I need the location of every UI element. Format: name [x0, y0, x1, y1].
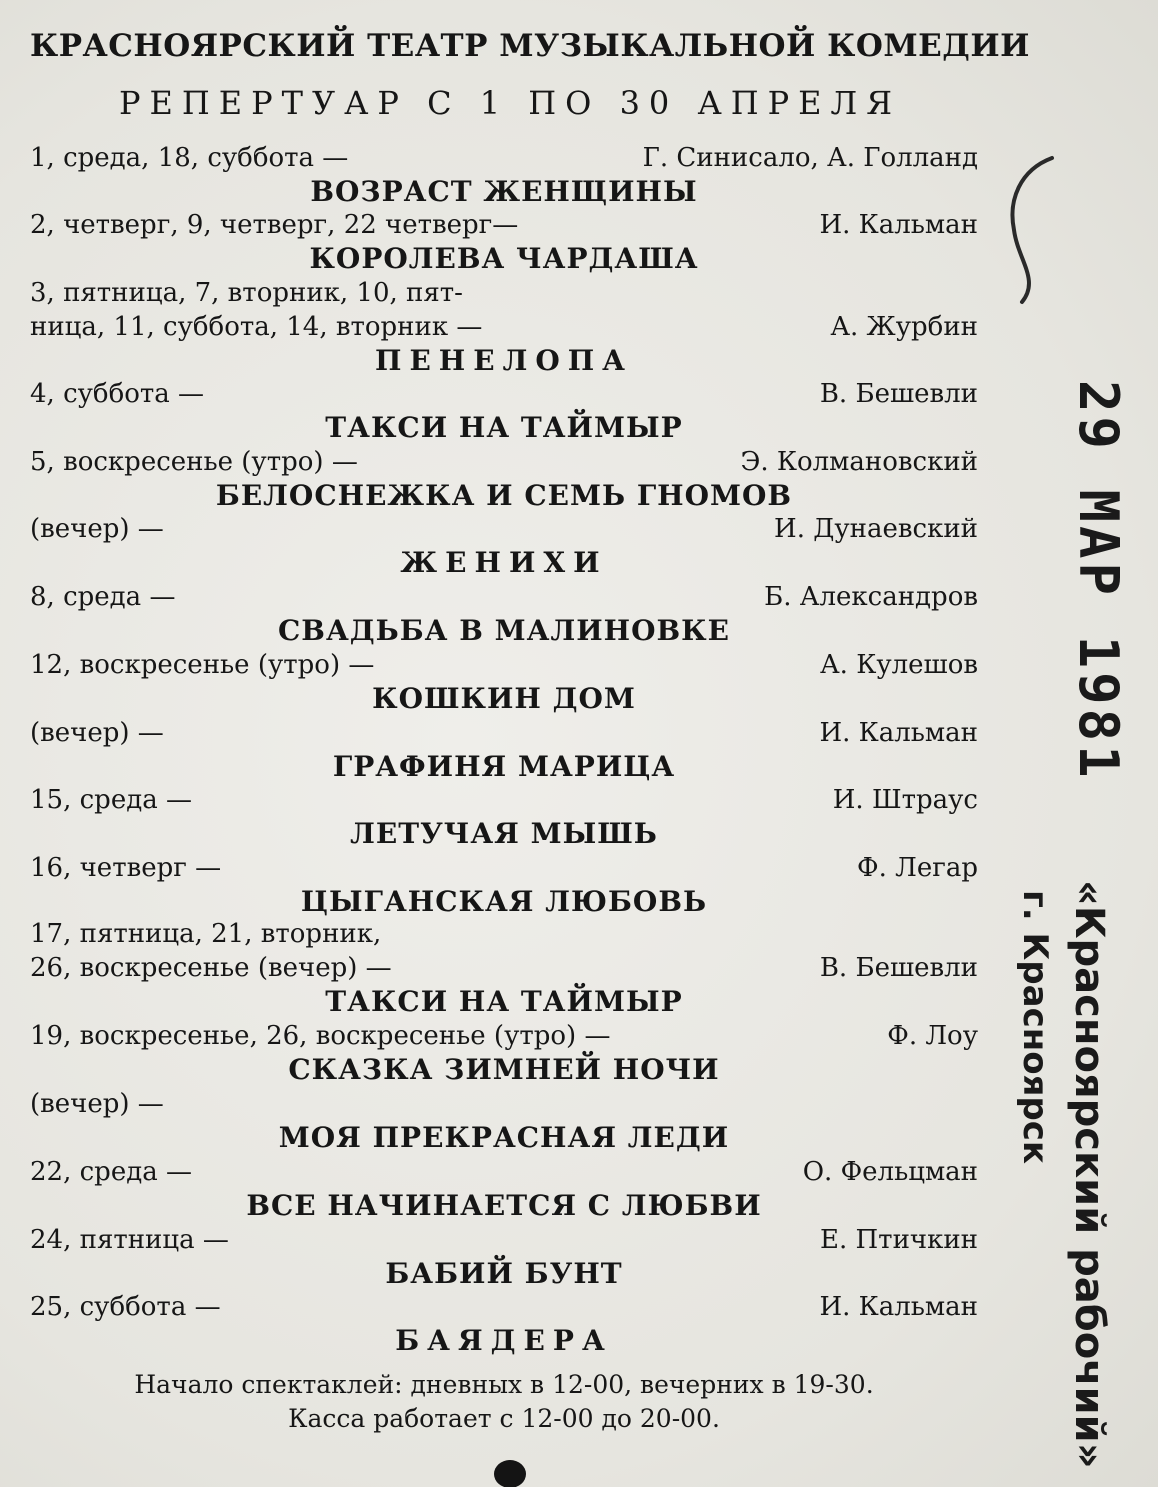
show-title: СВАДЬБА В МАЛИНОВКЕ	[278, 614, 730, 647]
performance-dates: (вечер) —	[30, 1089, 164, 1119]
show-title: КОШКИН ДОМ	[372, 682, 636, 715]
show-title: ВОЗРАСТ ЖЕНЩИНЫ	[310, 175, 698, 208]
handwritten-bracket-mark	[1000, 150, 1060, 310]
performance-dates: (вечер) —	[30, 718, 164, 748]
show-title: ТАКСИ НА ТАЙМЫР	[325, 411, 683, 444]
performance-dates: 22, среда —	[30, 1157, 192, 1187]
repertoire-subtitle: РЕПЕРТУАР С 1 ПО 30 АПРЕЛЯ	[118, 84, 902, 122]
performance-dates: 15, среда —	[30, 785, 192, 815]
show-title: ЛЕТУЧАЯ МЫШЬ	[350, 817, 658, 850]
composer-name: А. Журбин	[830, 312, 978, 342]
footer-start-times: Начало спектаклей: дневных в 12-00, вечерних в 19-30.	[134, 1370, 874, 1399]
performance-dates: 5, воскресенье (утро) —	[30, 447, 358, 477]
performance-dates: 19, воскресенье, 26, воскресенье (утро) —	[30, 1021, 611, 1051]
performance-dates: 17, пятница, 21, вторник,	[30, 919, 382, 949]
composer-name: И. Кальман	[819, 210, 978, 240]
archive-date-stamp: 29 МАР 1981	[1067, 380, 1130, 782]
performance-dates: 16, четверг —	[30, 853, 222, 883]
show-title: СКАЗКА ЗИМНЕЙ НОЧИ	[288, 1053, 720, 1086]
show-title: БАБИЙ БУНТ	[385, 1257, 623, 1290]
show-title: МОЯ ПРЕКРАСНАЯ ЛЕДИ	[278, 1121, 730, 1154]
composer-name: И. Штраус	[832, 785, 978, 815]
theatre-title: КРАСНОЯРСКИЙ ТЕАТР МУЗЫКАЛЬНОЙ КОМЕДИИ	[30, 28, 1030, 64]
performance-dates: 26, воскресенье (вечер) —	[30, 953, 392, 983]
show-title: ПЕНЕЛОПА	[375, 344, 633, 377]
composer-name: В. Бешевли	[819, 953, 978, 983]
performance-dates: 24, пятница —	[30, 1225, 229, 1255]
performance-dates: 25, суббота —	[30, 1292, 221, 1322]
newspaper-name-stamp: «Красноярский рабочий»	[1066, 880, 1112, 1469]
performance-dates: 2, четверг, 9, четверг, 22 четверг—	[30, 210, 519, 240]
composer-name: А. Кулешов	[819, 650, 978, 680]
composer-name: Б. Александров	[764, 582, 978, 612]
performance-dates: 1, среда, 18, суббота —	[30, 143, 349, 173]
show-title: ЖЕНИХИ	[400, 546, 608, 579]
performance-dates: 12, воскресенье (утро) —	[30, 650, 375, 680]
composer-name: Е. Птичкин	[820, 1225, 978, 1255]
composer-name: Ф. Лоу	[887, 1021, 978, 1051]
show-title: БЕЛОСНЕЖКА И СЕМЬ ГНОМОВ	[215, 479, 793, 512]
composer-name: Э. Колмановский	[740, 447, 978, 477]
show-title: ГРАФИНЯ МАРИЦА	[332, 750, 676, 783]
show-title: ТАКСИ НА ТАЙМЫР	[325, 985, 683, 1018]
show-title: ВСЕ НАЧИНАЕТСЯ С ЛЮБВИ	[246, 1189, 762, 1222]
footer-box-office: Касса работает с 12-00 до 20-00.	[288, 1404, 720, 1433]
composer-name: И. Дунаевский	[774, 514, 978, 544]
show-title: БАЯДЕРА	[395, 1324, 613, 1357]
performance-dates: 3, пятница, 7, вторник, 10, пят-	[30, 278, 463, 308]
show-title: КОРОЛЕВА ЧАРДАША	[309, 242, 699, 275]
performance-dates: ница, 11, суббота, 14, вторник —	[30, 312, 483, 342]
composer-name: О. Фельцман	[802, 1157, 978, 1187]
composer-name: И. Кальман	[819, 718, 978, 748]
performance-dates: 4, суббота —	[30, 379, 205, 409]
performance-dates: 8, среда —	[30, 582, 176, 612]
ink-blot-mark	[490, 1448, 530, 1487]
performance-dates: (вечер) —	[30, 514, 164, 544]
show-title: ЦЫГАНСКАЯ ЛЮБОВЬ	[300, 885, 708, 918]
composer-name: Ф. Легар	[857, 853, 978, 883]
composer-name: В. Бешевли	[819, 379, 978, 409]
city-stamp: г. Красноярск	[1015, 890, 1055, 1164]
composer-name: И. Кальман	[819, 1292, 978, 1322]
composer-name: Г. Синисало, А. Голланд	[642, 143, 978, 173]
